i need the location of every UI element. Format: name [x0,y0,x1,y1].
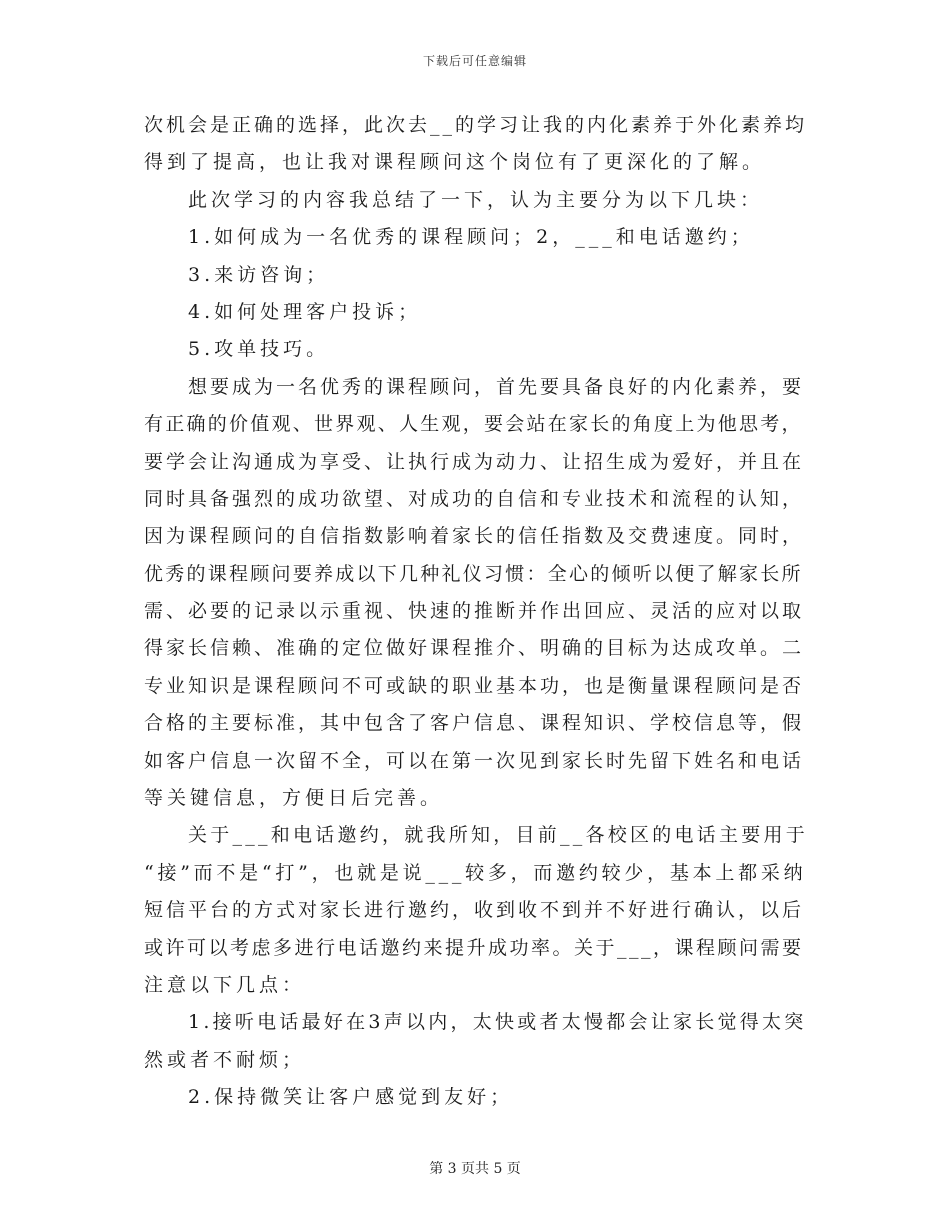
text-line: 得家长信赖、准确的定位做好课程推介、明确的目标为达成攻单。二 [144,637,805,660]
text-line: 3.来访咨询； [188,263,330,286]
text-line: 因为课程顾问的自信指数影响着家长的信任指数及交费速度。同时， [144,525,805,548]
text-line: 得到了提高，也让我对课程顾问这个岗位有了更深化的了解。 [144,151,766,174]
text-line: 如客户信息一次留不全，可以在第一次见到家长时先留下姓名和电话 [144,749,805,772]
text-line: 1.接听电话最好在3声以内，太快或者太慢都会让家长觉得太突 [188,1011,807,1034]
text-line: 次机会是正确的选择，此次去__的学习让我的内化素养于外化素养均 [144,114,808,136]
text-line: 4.如何处理客户投诉； [188,300,422,323]
text-line: 有正确的价值观、世界观、人生观，要会站在家长的角度上为他思考， [144,413,803,436]
document-body [144,107,809,1117]
text-line: 优秀的课程顾问要养成以下几种礼仪习惯：全心的倾听以便了解家长所 [144,562,803,585]
text-line: 专业知识是课程顾问不可或缺的职业基本功，也是衡量课程顾问是否 [144,674,805,697]
text-line: 短信平台的方式对家长进行邀约，收到收不到并不好进行确认，以后 [144,899,805,922]
text-line: 需、必要的记录以示重视、快速的推断并作出回应、灵活的应对以取 [144,600,805,623]
text-line: 等关键信息，方便日后完善。 [144,787,444,810]
text-line: 5.攻单技巧。 [188,338,330,361]
text-line: 然或者不耐烦； [144,1048,306,1071]
page-number: 第 3 页共 5 页 [429,1161,521,1177]
text-line: 或许可以考虑多进行电话邀约来提升成功率。关于___，课程顾问需要 [144,936,804,959]
text-line: 2.保持微笑让客户感觉到友好； [188,1086,514,1109]
text-line: 1.如何成为一名优秀的课程顾问；2，___和电话邀约； [188,226,754,249]
text-line: 此次学习的内容我总结了一下，认为主要分为以下几块： [188,188,764,211]
text-line: 合格的主要标准，其中包含了客户信息、课程知识、学校信息等，假 [144,712,805,735]
text-line: 关于___和电话邀约，就我所知，目前__各校区的电话主要用于 [188,824,809,847]
text-line: 要学会让沟通成为享受、让执行成为动力、让招生成为爱好，并且在 [144,450,805,473]
text-line: “接”而不是“打”，也就是说___较多，而邀约较少，基本上都采纳 [144,861,807,884]
page-header: 下载后可任意编辑 [422,54,527,68]
text-line: 注意以下几点： [144,973,306,996]
text-line: 想要成为一名优秀的课程顾问，首先要具备良好的内化素养，要 [188,375,805,398]
text-line: 同时具备强烈的成功欲望、对成功的自信和专业技术和流程的认知， [144,487,805,510]
